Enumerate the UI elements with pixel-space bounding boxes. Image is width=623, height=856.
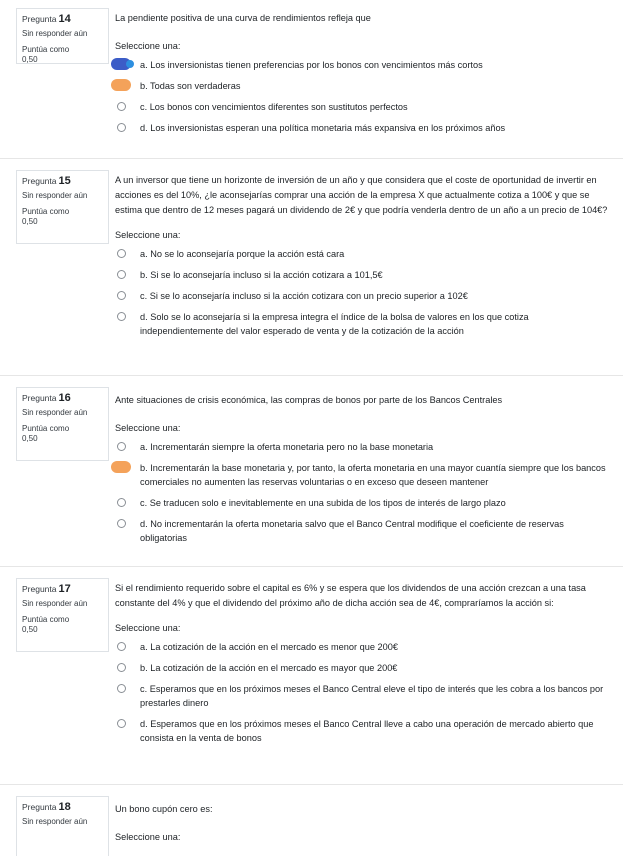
question-number: 17 [58, 583, 71, 595]
question-state: Sin responder aún [22, 29, 88, 38]
question-label: Pregunta [22, 14, 57, 24]
option-a[interactable]: a. Incrementarán siempre la oferta monetaria pero no la base monetaria [115, 440, 610, 454]
question-text: Ante situaciones de crisis económica, las compras de bonos por parte de los Bancos Centrales [115, 395, 503, 405]
question-grade: Puntúa como 0,50 [22, 424, 70, 443]
radio-button[interactable] [117, 498, 126, 507]
radio-button[interactable] [117, 519, 126, 528]
answer-prompt: Seleccione una: [115, 423, 181, 433]
radio-button[interactable] [117, 642, 126, 651]
option-a[interactable]: a. No se lo aconsejaría porque la acción está cara [115, 247, 610, 261]
answer-options [115, 640, 610, 745]
highlight-mark [111, 461, 131, 473]
option-d[interactable]: d. Esperamos que en los próximos meses el Banco Central lleve a cabo una operación de mercado abierto que consista en la venta de bonos [115, 717, 610, 745]
question-text: Un bono cupón cero es: [115, 804, 213, 814]
option-b[interactable]: b. Si se lo aconsejaría incluso si la acción cotizara a 101,5€ [115, 268, 610, 282]
option-b[interactable]: b. Todas son verdaderas [115, 79, 610, 93]
radio-button[interactable] [117, 442, 126, 451]
option-b[interactable]: b. Incrementarán la base monetaria y, por tanto, la oferta monetaria en una mayor cuantía siempre que los bancos comerciales no aumenten las reservas voluntarias o en exceso que deseen mantener [115, 461, 610, 489]
question-number: 16 [58, 392, 71, 404]
radio-button[interactable] [117, 123, 126, 132]
answer-prompt: Seleccione una: [115, 41, 181, 51]
question-text: La pendiente positiva de una curva de rendimientos refleja que [115, 13, 371, 23]
option-a[interactable]: a. Los inversionistas tienen preferencias por los bonos con vencimientos más cortos [115, 58, 610, 72]
option-c[interactable]: c. Esperamos que en los próximos meses el Banco Central eleve el tipo de interés que les cobra a los bancos por prestarles dinero [115, 682, 610, 710]
divider [0, 375, 623, 376]
question-state: Sin responder aún [22, 191, 88, 200]
option-d[interactable]: d. Los inversionistas esperan una política monetaria más expansiva en los próximos años [115, 121, 610, 135]
radio-button[interactable] [117, 719, 126, 728]
option-c[interactable]: c. Los bonos con vencimientos diferentes son sustitutos perfectos [115, 100, 610, 114]
question-text: Si el rendimiento requerido sobre el capital es 6% y se espera que los dividendos de una acción crezcan a una tasa constante del 4% y que el dividendo del próximo año de dicha acción sea de 4€, compraríamos la acción si: [115, 583, 586, 608]
answer-options [115, 247, 610, 338]
radio-button[interactable] [117, 684, 126, 693]
question-text: A un inversor que tiene un horizonte de inversión de un año y que considera que el coste de oportunidad de invertir en acciones es del 10%, ¿le aconsejarías comprar una acción de la empresa X que actualmente cotiza a 100€ y que se estima que dentro de 12 meses pagará un dividendo de 2€ y que podría venderla dentro de un año a un precio de 104€? [115, 175, 608, 215]
option-b[interactable]: b. La cotización de la acción en el mercado es mayor que 200€ [115, 661, 610, 675]
question-grade: Puntúa como 0,50 [22, 615, 70, 634]
divider [0, 784, 623, 785]
answer-prompt: Seleccione una: [115, 623, 181, 633]
question-number: 18 [58, 801, 71, 813]
answer-prompt: Seleccione una: [115, 230, 181, 240]
highlight-mark [111, 58, 131, 70]
radio-button[interactable] [117, 291, 126, 300]
question-info: Pregunta 18 Sin responder aún [16, 796, 109, 856]
divider [0, 566, 623, 567]
answer-options [115, 440, 610, 545]
question-info: Pregunta 16 Sin responder aún Puntúa como 0,50 [16, 387, 109, 461]
question-info [16, 8, 109, 64]
option-a[interactable]: a. La cotización de la acción en el mercado es menor que 200€ [115, 640, 610, 654]
question-info: Pregunta 15 Sin responder aún Puntúa como 0,50 [16, 170, 109, 244]
question-grade: Puntúa como 0,50 [22, 45, 70, 64]
option-d[interactable]: d. Solo se lo aconsejaría si la empresa integra el índice de la bolsa de valores en los que cotiza independientemente del valor esperado de venta y de la cotización de la acción [115, 310, 610, 338]
radio-button[interactable] [117, 663, 126, 672]
radio-button[interactable] [117, 270, 126, 279]
highlight-mark [111, 79, 131, 91]
question-state: Sin responder aún [22, 408, 88, 417]
radio-button[interactable] [117, 249, 126, 258]
radio-button[interactable] [117, 102, 126, 111]
question-state: Sin responder aún [22, 817, 88, 826]
answer-prompt: Seleccione una: [115, 832, 181, 842]
question-number: 15 [58, 175, 71, 187]
radio-button[interactable] [117, 312, 126, 321]
question-number: 14 [58, 13, 71, 25]
option-c[interactable]: c. Se traducen solo e inevitablemente en una subida de los tipos de interés de largo plazo [115, 496, 610, 510]
question-state: Sin responder aún [22, 599, 88, 608]
option-c[interactable]: c. Si se lo aconsejaría incluso si la acción cotizara con un precio superior a 102€ [115, 289, 610, 303]
question-info: Pregunta 17 Sin responder aún Puntúa como 0,50 [16, 578, 109, 652]
answer-options [115, 58, 610, 135]
option-d[interactable]: d. No incrementarán la oferta monetaria salvo que el Banco Central modifique el coeficiente de reservas obligatorias [115, 517, 610, 545]
divider [0, 158, 623, 159]
question-grade: Puntúa como 0,50 [22, 207, 70, 226]
